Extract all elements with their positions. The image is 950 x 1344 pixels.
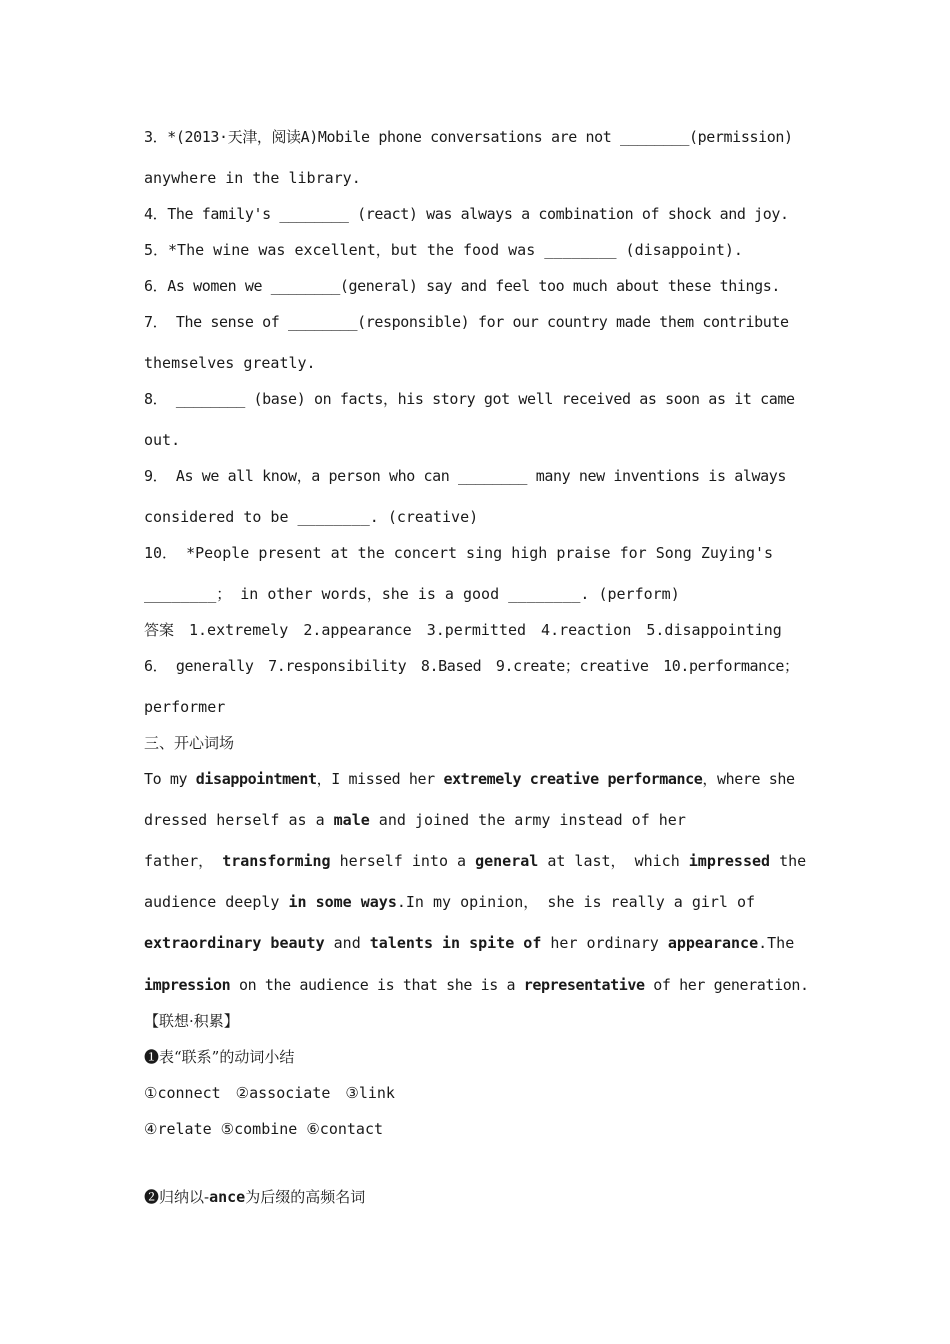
keyword: in some ways	[288, 893, 397, 911]
text: on the audience is that she is a	[230, 976, 524, 994]
question-5: 5．*The wine was excellent，but the food was ________ (disappoint).	[144, 241, 743, 259]
keyword: disappointment	[195, 770, 317, 788]
paragraph-line-3	[144, 851, 806, 871]
text: To my	[144, 770, 196, 788]
association-heading: 【联想·积累】	[144, 1012, 239, 1030]
keyword: transforming	[222, 852, 331, 870]
text: and joined the army instead of her	[369, 811, 686, 829]
keyword: talents in spite of	[369, 934, 542, 952]
question-9-line-1: 9． As we all know，a person who can ________ many new inventions is always	[144, 467, 786, 485]
paragraph-line-4	[144, 892, 806, 912]
text: ，I missed her	[316, 770, 444, 788]
text: father，	[144, 852, 223, 870]
question-3-line-2: anywhere in the library.	[144, 169, 361, 187]
answers-line-3: performer	[144, 698, 226, 716]
text: of her generation.	[644, 976, 809, 994]
paragraph-line-2	[144, 810, 806, 830]
question-3-line-1: 3．*(2013·天津，阅读A)Mobile phone conversations are not ________(permission)	[144, 128, 793, 146]
question-6: 6．As women we ________(general) say and feel too much about these things.	[144, 277, 781, 295]
association-item-1-line-1: ①connect ②associate ③link	[144, 1084, 395, 1102]
keyword: male	[333, 811, 370, 829]
keyword: impression	[144, 976, 231, 994]
text: .The	[758, 934, 795, 952]
text: herself into a	[330, 852, 476, 870]
keyword: extraordinary beauty	[144, 934, 325, 952]
question-8-line-1: 8． ________ (base) on facts，his story got well received as soon as it came	[144, 390, 795, 408]
keyword: extremely creative performance	[443, 770, 703, 788]
text: ❷归纳以-	[144, 1188, 210, 1206]
question-8-line-2: out.	[144, 431, 181, 449]
text: and	[324, 934, 370, 952]
text: audience deeply	[144, 893, 289, 911]
association-item-1-heading: ❶表“联系”的动词小结	[144, 1048, 295, 1066]
keyword: representative	[523, 976, 645, 994]
question-9-line-2: considered to be ________. (creative)	[144, 508, 479, 526]
section-3-heading: 三、开心词场	[144, 734, 235, 752]
association-item-2-heading	[144, 1187, 806, 1207]
keyword: impressed	[688, 852, 771, 870]
paragraph-line-1	[144, 769, 806, 789]
question-4: 4．The family's ________ (react) was always a combination of shock and joy.	[144, 205, 789, 223]
text: at last， which	[538, 852, 689, 870]
question-7-line-1: 7． The sense of ________(responsible) for our country made them contribute	[144, 313, 789, 331]
paragraph-line-6	[144, 975, 809, 995]
text: her ordinary	[541, 934, 668, 952]
question-7-line-2: themselves greatly.	[144, 354, 316, 372]
text: dressed herself as a	[144, 811, 334, 829]
keyword: ance	[209, 1188, 246, 1206]
text: the	[770, 852, 807, 870]
text: .In my opinion， she is really a girl of	[396, 893, 756, 911]
answers-line-1: 答案 1.extremely 2.appearance 3.permitted 4.reaction 5.disappointing	[144, 621, 782, 639]
question-10-line-1: 10． *People present at the concert sing high praise for Song Zuying's	[144, 544, 774, 562]
text: 为后缀的高频名词	[245, 1188, 366, 1206]
answers-line-2: 6． generally 7.responsibility 8.Based 9.create；creative 10.performance；	[144, 657, 799, 675]
question-10-line-2: ________； in other words，she is a good ________. (perform)	[144, 585, 680, 603]
keyword: general	[475, 852, 539, 870]
association-item-1-line-2: ④relate ⑤combine ⑥contact	[144, 1120, 384, 1138]
text: ，where she	[702, 770, 795, 788]
keyword: appearance	[667, 934, 759, 952]
paragraph-line-5	[144, 933, 806, 953]
